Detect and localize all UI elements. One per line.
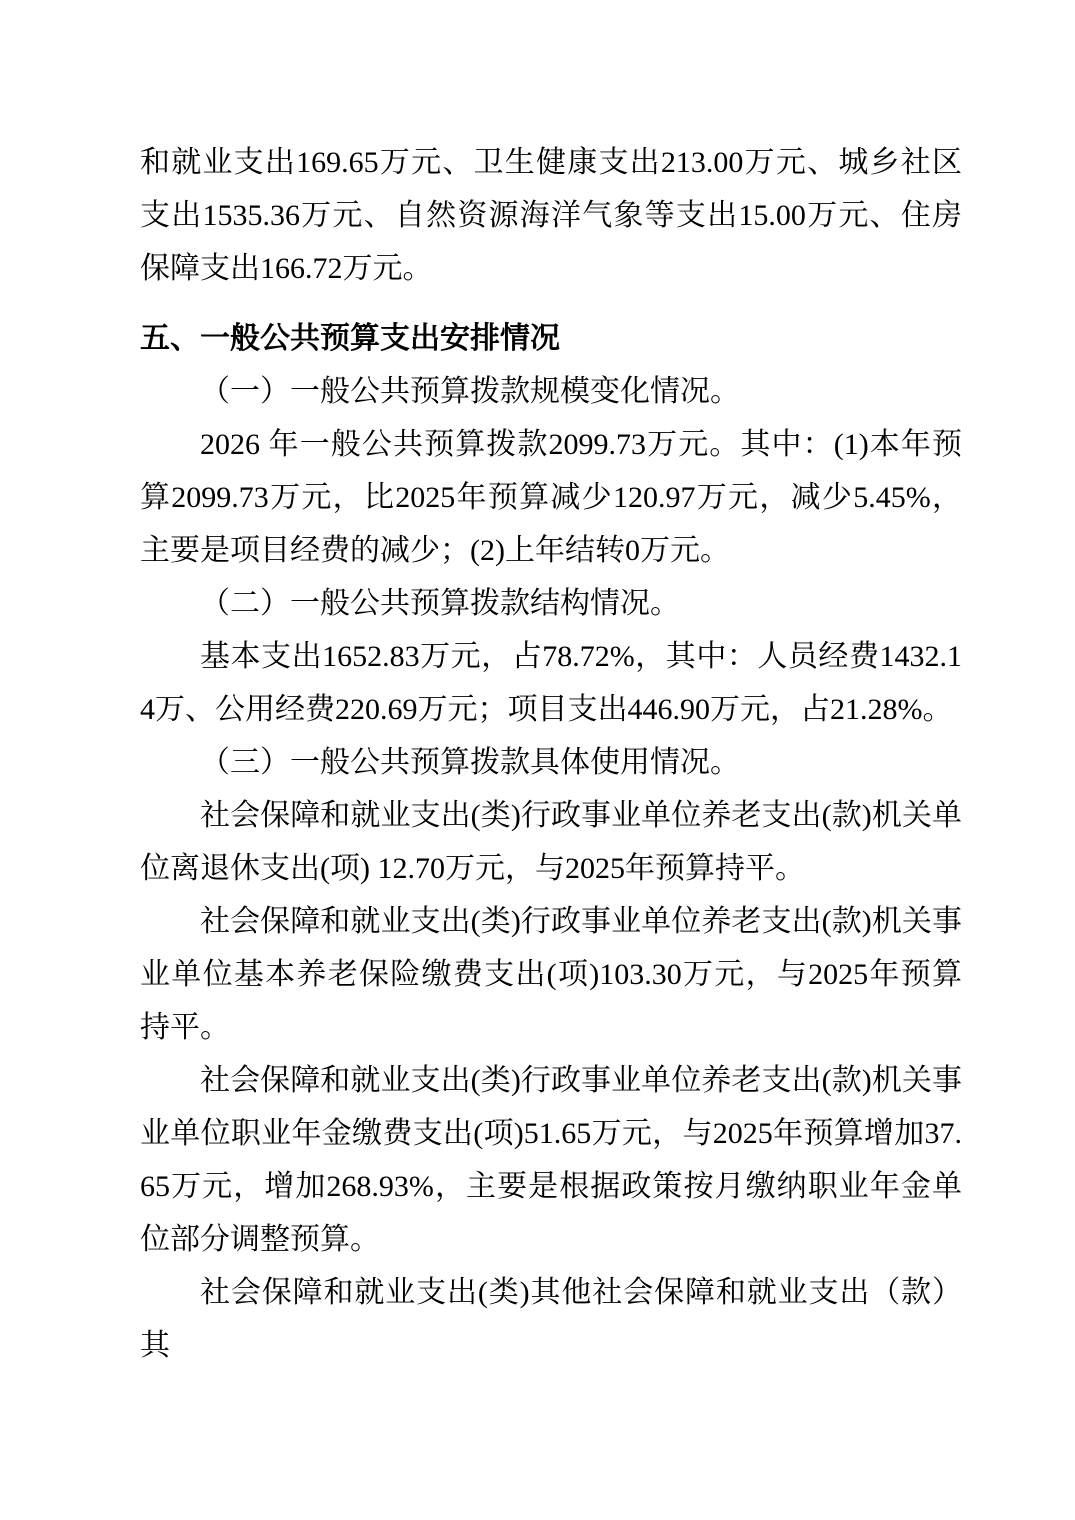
paragraph-basic-pension-insurance: 社会保障和就业支出(类)行政事业单位养老支出(款)机关事业单位基本养老保险缴费支出(项)103.30万元，与2025年预算持平。: [140, 905, 962, 1044]
subsection-heading-structure: （二）一般公共预算拨款结构情况。: [200, 587, 680, 620]
paragraph-other-social-security: 社会保障和就业支出(类)其他社会保障和就业支出（款）其: [140, 1276, 962, 1362]
document-content: [140, 136, 962, 1372]
paragraph-retirement-expenditure: 社会保障和就业支出(类)行政事业单位养老支出(款)机关单位离退休支出(项) 12.70万元，与2025年预算持平。: [140, 799, 962, 885]
paragraph-occupational-annuity: 社会保障和就业支出(类)行政事业单位养老支出(款)机关事业单位职业年金缴费支出(项)51.65万元，与2025年预算增加37.65万元，增加268.93%，主要是根据政策按月缴纳职业年金单位部分调整预算。: [140, 1064, 962, 1256]
paragraph-budget-scale: 2026 年一般公共预算拨款2099.73万元。其中：(1)本年预算2099.73万元，比2025年预算减少120.97万元，减少5.45%，主要是项目经费的减少；(2)上年结转0万元。: [140, 428, 962, 567]
paragraph-budget-structure: 基本支出1652.83万元，占78.72%，其中：人员经费1432.14万、公用经费220.69万元；项目支出446.90万元，占21.28%。: [140, 640, 962, 726]
subsection-heading-scale-change: （一）一般公共预算拨款规模变化情况。: [200, 375, 740, 408]
section-heading-budget-expenditure-arrangement: 五、一般公共预算支出安排情况: [140, 322, 560, 355]
subsection-heading-specific-usage: （三）一般公共预算拨款具体使用情况。: [200, 746, 740, 779]
paragraph-expenditure-summary: 和就业支出169.65万元、卫生健康支出213.00万元、城乡社区支出1535.36万元、自然资源海洋气象等支出15.00万元、住房保障支出166.72万元。: [140, 146, 962, 285]
